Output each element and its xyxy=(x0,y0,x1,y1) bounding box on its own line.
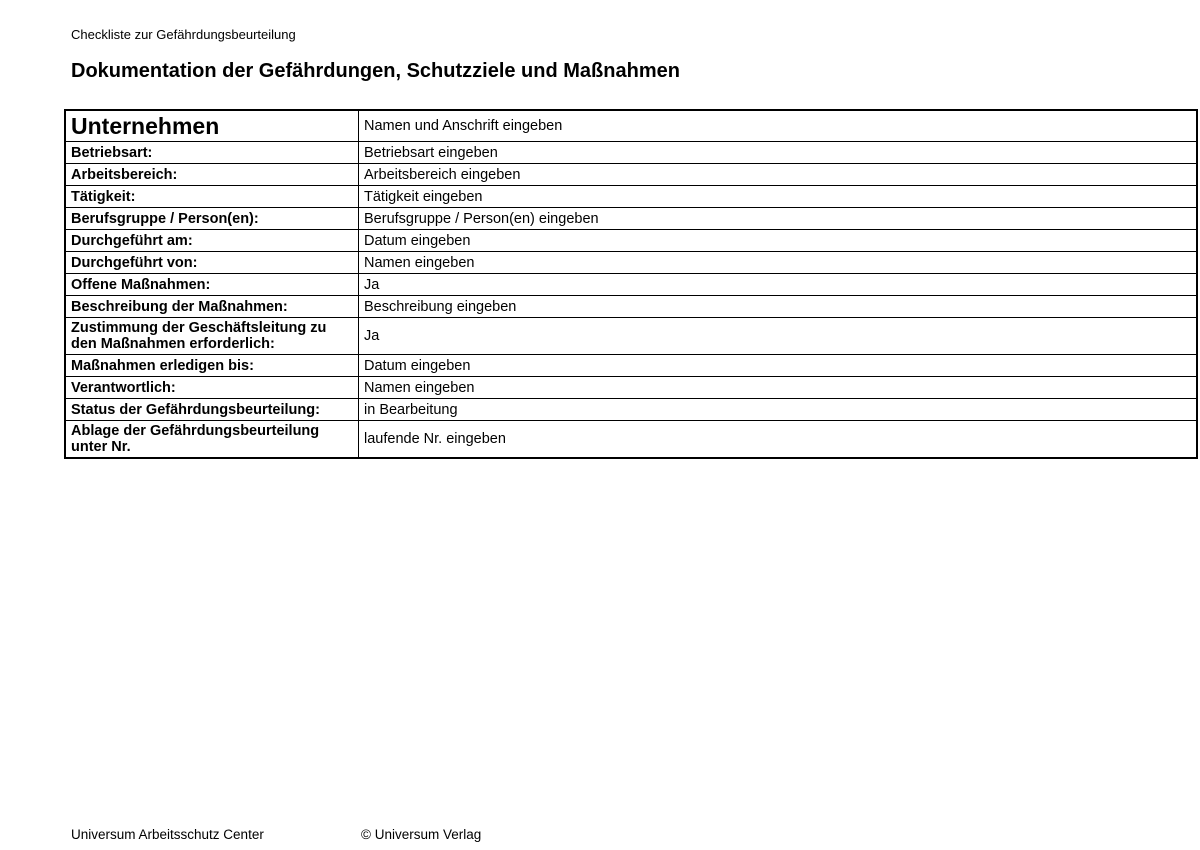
assessment-form-table xyxy=(64,109,1198,459)
responsible-field[interactable]: Namen eingeben xyxy=(359,377,1198,399)
form-row-company xyxy=(65,110,1197,142)
status-field[interactable]: in Bearbeitung xyxy=(359,399,1198,421)
form-row-responsible xyxy=(65,377,1197,399)
operation-type-label: Betriebsart: xyxy=(65,142,359,164)
activity-field[interactable]: Tätigkeit eingeben xyxy=(359,186,1198,208)
performed-by-label: Durchgeführt von: xyxy=(65,252,359,274)
document-subtitle: Checkliste zur Gefährdungsbeurteilung xyxy=(71,27,296,42)
operation-type-field[interactable]: Betriebsart eingeben xyxy=(359,142,1198,164)
filing-number-field[interactable]: laufende Nr. eingeben xyxy=(359,421,1198,459)
form-row-performed-by xyxy=(65,252,1197,274)
form-row-status xyxy=(65,399,1197,421)
management-approval-label: Zustimmung der Geschäftsleitung zu den Maßnahmen erforderlich: xyxy=(65,318,359,355)
performed-on-field[interactable]: Datum eingeben xyxy=(359,230,1198,252)
form-row-work-area xyxy=(65,164,1197,186)
company-label: Unternehmen xyxy=(65,110,359,142)
form-row-filing-number xyxy=(65,421,1197,459)
work-area-label: Arbeitsbereich: xyxy=(65,164,359,186)
activity-label: Tätigkeit: xyxy=(65,186,359,208)
occupation-field[interactable]: Berufsgruppe / Person(en) eingeben xyxy=(359,208,1198,230)
responsible-label: Verantwortlich: xyxy=(65,377,359,399)
due-date-label: Maßnahmen erledigen bis: xyxy=(65,355,359,377)
footer-publisher-center: Universum Arbeitsschutz Center xyxy=(71,827,264,842)
work-area-field[interactable]: Arbeitsbereich eingeben xyxy=(359,164,1198,186)
open-measures-field[interactable]: Ja xyxy=(359,274,1198,296)
management-approval-field[interactable]: Ja xyxy=(359,318,1198,355)
form-row-due-date xyxy=(65,355,1197,377)
form-row-measures-description xyxy=(65,296,1197,318)
form-row-management-approval xyxy=(65,318,1197,355)
due-date-field[interactable]: Datum eingeben xyxy=(359,355,1198,377)
open-measures-label: Offene Maßnahmen: xyxy=(65,274,359,296)
document-title: Dokumentation der Gefährdungen, Schutzziele und Maßnahmen xyxy=(71,60,680,82)
performed-on-label: Durchgeführt am: xyxy=(65,230,359,252)
performed-by-field[interactable]: Namen eingeben xyxy=(359,252,1198,274)
measures-description-field[interactable]: Beschreibung eingeben xyxy=(359,296,1198,318)
occupation-label: Berufsgruppe / Person(en): xyxy=(65,208,359,230)
form-row-activity xyxy=(65,186,1197,208)
form-row-operation-type xyxy=(65,142,1197,164)
status-label: Status der Gefährdungsbeurteilung: xyxy=(65,399,359,421)
form-row-open-measures xyxy=(65,274,1197,296)
footer-copyright: © Universum Verlag xyxy=(361,827,482,842)
filing-number-label: Ablage der Gefährdungsbeurteilung unter Nr. xyxy=(65,421,359,459)
company-field[interactable]: Namen und Anschrift eingeben xyxy=(359,110,1198,142)
form-row-performed-on xyxy=(65,230,1197,252)
form-row-occupation xyxy=(65,208,1197,230)
measures-description-label: Beschreibung der Maßnahmen: xyxy=(65,296,359,318)
